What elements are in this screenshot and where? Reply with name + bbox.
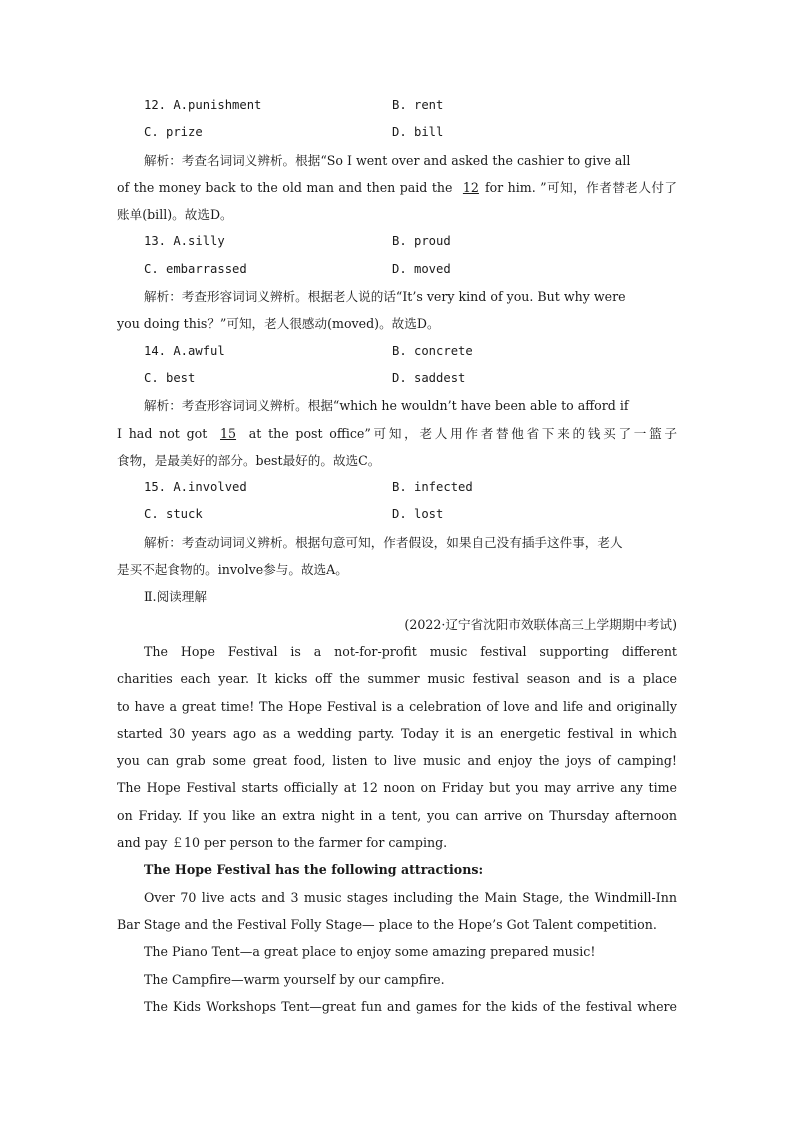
option-14c: C. best — [144, 370, 196, 385]
content — [117, 92, 677, 1020]
analysis-12-line3: 账单(bill)。故选D。 — [117, 207, 233, 223]
option-13b: B. proud — [392, 234, 451, 249]
option-15d: D. lost — [392, 507, 444, 522]
option-12d: D. bill — [392, 125, 444, 140]
option-15a: 15. A.involved — [144, 480, 247, 495]
attraction-stages-line2: Bar Stage and the Festival Folly Stage— place to the Hope’s Got Talent competition. — [117, 916, 657, 932]
option-12a: 12. A.punishment — [144, 98, 262, 112]
question-13-options-row2 — [117, 256, 677, 283]
question-12-options-row1 — [117, 92, 677, 119]
analysis-14-line3: 食物，是最美好的部分。best最好的。故选C。 — [117, 452, 381, 468]
analysis-13-line1: 解析：考查形容词词义辨析。根据老人说的话“It’s very kind of you. But why were — [144, 289, 626, 305]
option-13c: C. embarrassed — [144, 261, 247, 276]
passage-line: you can grab some great food, listen to live music and enjoy the joys of camping! — [117, 753, 677, 769]
option-13a: 13. A.silly — [144, 234, 225, 249]
question-13-options-row1 — [117, 228, 677, 255]
passage-source: (2022·辽宁省沈阳市效联体高三上学期期中考试) — [404, 616, 677, 632]
blank-12: 12 — [462, 179, 479, 195]
option-13d: D. moved — [392, 261, 451, 276]
option-14a: 14. A.awful — [144, 343, 225, 358]
passage-line: The Hope Festival is a not-for-profit music festival supporting different — [144, 643, 677, 659]
analysis-12-line2: of the money back to the old man and then paid the 12 for him. ”可知，作者替老人付了 — [117, 179, 677, 195]
attraction-kids-workshops: The Kids Workshops Tent—great fun and games for the kids of the festival where — [144, 998, 677, 1014]
analysis-15-line1: 解析：考查动词词义辨析。根据句意可知，作者假设，如果自己没有插手这件事，老人 — [144, 534, 623, 550]
attraction-piano-tent: The Piano Tent—a great place to enjoy some amazing prepared music! — [144, 944, 596, 960]
attraction-stages-line1: Over 70 live acts and 3 music stages including the Main Stage, the Windmill-Inn — [144, 889, 677, 905]
passage-line: started 30 years ago as a wedding party. Today it is an energetic festival in which — [117, 725, 677, 741]
question-15-options-row2 — [117, 501, 677, 528]
passage-line: to have a great time! The Hope Festival is a celebration of love and life and originally — [117, 698, 677, 714]
analysis-15-line2: 是买不起食物的。involve参与。故选A。 — [117, 562, 348, 578]
section-heading: Ⅱ.阅读理解 — [144, 589, 207, 605]
option-12c: C. prize — [144, 125, 203, 140]
analysis-14-line2: I had not got 15 at the post office”可知，老人用作者替他省下来的钱买了一篮子 — [117, 425, 678, 441]
option-15c: C. stuck — [144, 507, 203, 522]
option-14d: D. saddest — [392, 370, 466, 385]
option-12b: B. rent — [392, 98, 444, 112]
analysis-14-line1: 解析：考查形容词词义辨析。根据“which he wouldn’t have been able to afford if — [144, 398, 629, 414]
passage-line: on Friday. If you like an extra night in a tent, you can arrive on Thursday afternoon — [117, 807, 677, 823]
option-14b: B. concrete — [392, 343, 473, 358]
question-14-options-row1 — [117, 338, 677, 365]
option-15b: B. infected — [392, 480, 473, 495]
blank-15: 15 — [220, 425, 237, 441]
passage-line: and pay ￡10 per person to the farmer for camping. — [117, 835, 448, 851]
attractions-heading: The Hope Festival has the following attractions: — [144, 862, 484, 878]
attraction-campfire: The Campfire—warm yourself by our campfire. — [144, 971, 445, 987]
analysis-13-line2: you doing this？”可知，老人很感动(moved)。故选D。 — [117, 316, 440, 332]
analysis-12-line1: 解析：考查名词词义辨析。根据“So I went over and asked the cashier to give all — [144, 152, 631, 168]
question-14-options-row2 — [117, 365, 677, 392]
passage-line: The Hope Festival starts officially at 12 noon on Friday but you may arrive any time — [117, 780, 677, 796]
passage-line: charities each year. It kicks off the summer music festival season and is a place — [117, 671, 677, 687]
question-15-options-row1 — [117, 474, 677, 501]
question-12-options-row2 — [117, 119, 677, 146]
